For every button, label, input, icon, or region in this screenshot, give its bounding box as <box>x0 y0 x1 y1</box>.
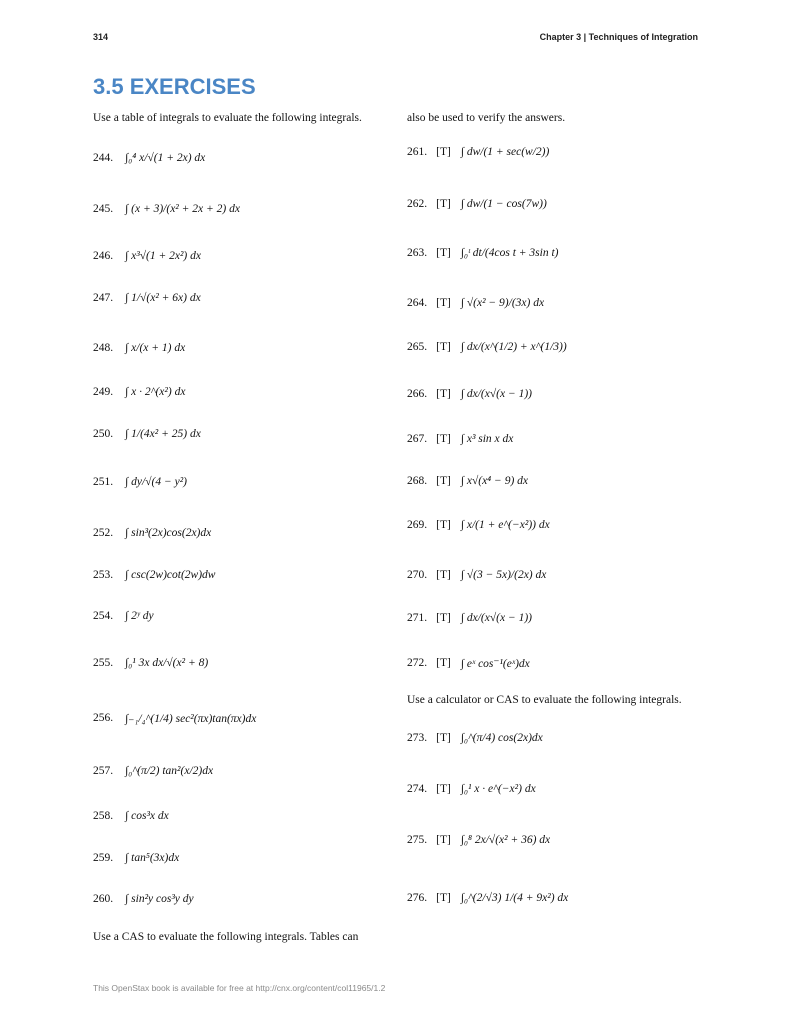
exercise-expression: ∫ sin²y cos³y dy <box>125 893 194 905</box>
exercise-number: 255. <box>93 657 114 669</box>
exercise-244 <box>93 143 205 173</box>
technology-tag: [T] <box>436 475 451 487</box>
intro-cas-right: also be used to verify the answers. <box>407 112 566 124</box>
intro-table-of-integrals: Use a table of integrals to evaluate the following integrals. <box>93 112 362 124</box>
exercise-expression: ∫₀ᵗ dt/(4cos t + 3sin t) <box>460 247 559 259</box>
exercise-248 <box>93 333 185 363</box>
exercise-258 <box>93 801 169 831</box>
exercise-expression: ∫ x√(x⁴ − 9) dx <box>460 475 529 487</box>
exercise-number: 273. <box>407 732 428 744</box>
exercise-expression: ∫ tan⁵(3x)dx <box>125 852 180 864</box>
exercise-259 <box>93 843 179 873</box>
technology-tag: [T] <box>436 433 451 445</box>
exercise-number: 250. <box>93 428 114 440</box>
exercise-expression: ∫₀^(π/2) tan²(x/2)dx <box>125 765 214 777</box>
exercise-number: 260. <box>93 893 114 905</box>
exercise-250 <box>93 419 201 449</box>
exercise-256 <box>93 703 256 733</box>
exercise-expression: ∫₀⁴ x/√(1 + 2x) dx <box>125 152 206 164</box>
exercise-expression: ∫ 2ʸ dy <box>125 610 154 622</box>
exercise-260 <box>93 884 194 914</box>
exercise-number: 264. <box>407 297 428 309</box>
exercise-expression: ∫₀¹ 3x dx/√(x² + 8) <box>125 657 209 669</box>
exercise-expression: ∫ csc(2w)cot(2w)dw <box>125 569 216 581</box>
exercise-expression: ∫ x/(1 + e^(−x²)) dx <box>460 519 550 531</box>
exercise-268 <box>407 466 528 496</box>
exercise-expression: ∫ (x + 3)/(x² + 2x + 2) dx <box>125 203 240 215</box>
exercise-264 <box>407 288 544 318</box>
exercise-number: 244. <box>93 152 114 164</box>
exercise-expression: ∫ dx/(x^(1/2) + x^(1/3)) <box>460 341 567 353</box>
technology-tag: [T] <box>436 146 451 158</box>
exercise-269 <box>407 510 550 540</box>
exercise-expression: ∫ x³ sin x dx <box>460 433 514 445</box>
technology-tag: [T] <box>436 732 451 744</box>
technology-tag: [T] <box>436 783 451 795</box>
technology-tag: [T] <box>436 569 451 581</box>
technology-tag: [T] <box>436 892 451 904</box>
exercise-246 <box>93 241 201 271</box>
exercise-expression: ∫₋₁/₄^(1/4) sec²(πx)tan(πx)dx <box>125 713 257 725</box>
exercise-expression: ∫ dy/√(4 − y²) <box>125 476 187 488</box>
exercise-number: 253. <box>93 569 114 581</box>
technology-tag: [T] <box>436 519 451 531</box>
exercise-expression: ∫ dw/(1 − cos(7w)) <box>460 198 547 210</box>
exercise-expression: ∫ cos³x dx <box>125 810 169 822</box>
exercise-number: 248. <box>93 342 114 354</box>
exercise-expression: ∫₀¹ x · e^(−x²) dx <box>460 783 536 795</box>
exercise-275 <box>407 825 550 855</box>
technology-tag: [T] <box>436 612 451 624</box>
exercise-number: 274. <box>407 783 428 795</box>
exercise-number: 245. <box>93 203 114 215</box>
exercise-expression: ∫ √(x² − 9)/(3x) dx <box>460 297 545 309</box>
exercise-253 <box>93 560 215 590</box>
footer-note: This OpenStax book is available for free at http://cnx.org/content/col11965/1.2 <box>93 983 386 993</box>
exercise-263 <box>407 238 558 268</box>
exercise-273 <box>407 723 543 753</box>
exercise-expression: ∫ dw/(1 + sec(w/2)) <box>460 146 550 158</box>
section-title: 3.5 EXERCISES <box>93 74 256 99</box>
exercise-number: 252. <box>93 527 114 539</box>
technology-tag: [T] <box>436 657 451 669</box>
technology-tag: [T] <box>436 834 451 846</box>
exercise-number: 256. <box>93 712 114 724</box>
technology-tag: [T] <box>436 341 451 353</box>
exercise-255 <box>93 648 208 678</box>
exercise-262 <box>407 189 547 219</box>
exercise-247 <box>93 283 201 313</box>
page-number: 314 <box>93 32 109 42</box>
exercise-number: 259. <box>93 852 114 864</box>
exercise-249 <box>93 377 185 407</box>
exercise-274 <box>407 774 536 804</box>
exercise-265 <box>407 332 567 362</box>
exercise-expression: ∫ sin³(2x)cos(2x)dx <box>125 527 212 539</box>
exercise-number: 266. <box>407 388 428 400</box>
exercise-expression: ∫ x · 2^(x²) dx <box>125 386 186 398</box>
exercise-number: 270. <box>407 569 428 581</box>
exercise-expression: ∫ eˣ cos⁻¹(eˣ)dx <box>460 658 530 670</box>
exercise-number: 246. <box>93 250 114 262</box>
exercise-261 <box>407 137 549 167</box>
exercise-245 <box>93 194 240 224</box>
exercise-254 <box>93 601 154 631</box>
exercise-number: 265. <box>407 341 428 353</box>
chapter-header: Chapter 3 | Techniques of Integration <box>539 32 698 42</box>
exercise-267 <box>407 424 513 454</box>
exercise-expression: ∫ 1/√(x² + 6x) dx <box>125 292 201 304</box>
exercise-expression: ∫₀^(π/4) cos(2x)dx <box>460 732 543 744</box>
exercise-270 <box>407 560 546 590</box>
exercise-number: 247. <box>93 292 114 304</box>
technology-tag: [T] <box>436 388 451 400</box>
exercise-number: 258. <box>93 810 114 822</box>
exercise-number: 263. <box>407 247 428 259</box>
exercise-number: 272. <box>407 657 428 669</box>
exercise-expression: ∫ dx/(x√(x − 1)) <box>460 388 532 400</box>
exercise-266 <box>407 379 532 409</box>
exercise-number: 257. <box>93 765 114 777</box>
exercise-expression: ∫₀⁸ 2x/√(x² + 36) dx <box>460 834 551 846</box>
exercise-expression: ∫ x³√(1 + 2x²) dx <box>125 250 201 262</box>
exercise-number: 269. <box>407 519 428 531</box>
exercise-number: 251. <box>93 476 114 488</box>
exercise-number: 249. <box>93 386 114 398</box>
exercise-number: 267. <box>407 433 428 445</box>
exercise-257 <box>93 756 213 786</box>
technology-tag: [T] <box>436 247 451 259</box>
exercise-272 <box>407 648 530 678</box>
exercise-number: 254. <box>93 610 114 622</box>
technology-tag: [T] <box>436 297 451 309</box>
exercise-expression: ∫ 1/(4x² + 25) dx <box>125 428 201 440</box>
exercise-number: 261. <box>407 146 428 158</box>
exercise-251 <box>93 467 187 497</box>
exercise-number: 268. <box>407 475 428 487</box>
intro-cas-left: Use a CAS to evaluate the following integrals. Tables can <box>93 931 359 943</box>
exercise-276 <box>407 883 568 913</box>
exercise-expression: ∫₀^(2/√3) 1/(4 + 9x²) dx <box>460 892 569 904</box>
exercise-expression: ∫ √(3 − 5x)/(2x) dx <box>460 569 547 581</box>
exercise-271 <box>407 603 532 633</box>
exercise-expression: ∫ dx/(x√(x − 1)) <box>460 612 532 624</box>
exercise-number: 276. <box>407 892 428 904</box>
intro-calculator: Use a calculator or CAS to evaluate the following integrals. <box>407 694 682 706</box>
exercise-252 <box>93 518 211 548</box>
exercise-number: 262. <box>407 198 428 210</box>
exercise-expression: ∫ x/(x + 1) dx <box>125 342 186 354</box>
exercise-number: 271. <box>407 612 428 624</box>
exercise-number: 275. <box>407 834 428 846</box>
technology-tag: [T] <box>436 198 451 210</box>
